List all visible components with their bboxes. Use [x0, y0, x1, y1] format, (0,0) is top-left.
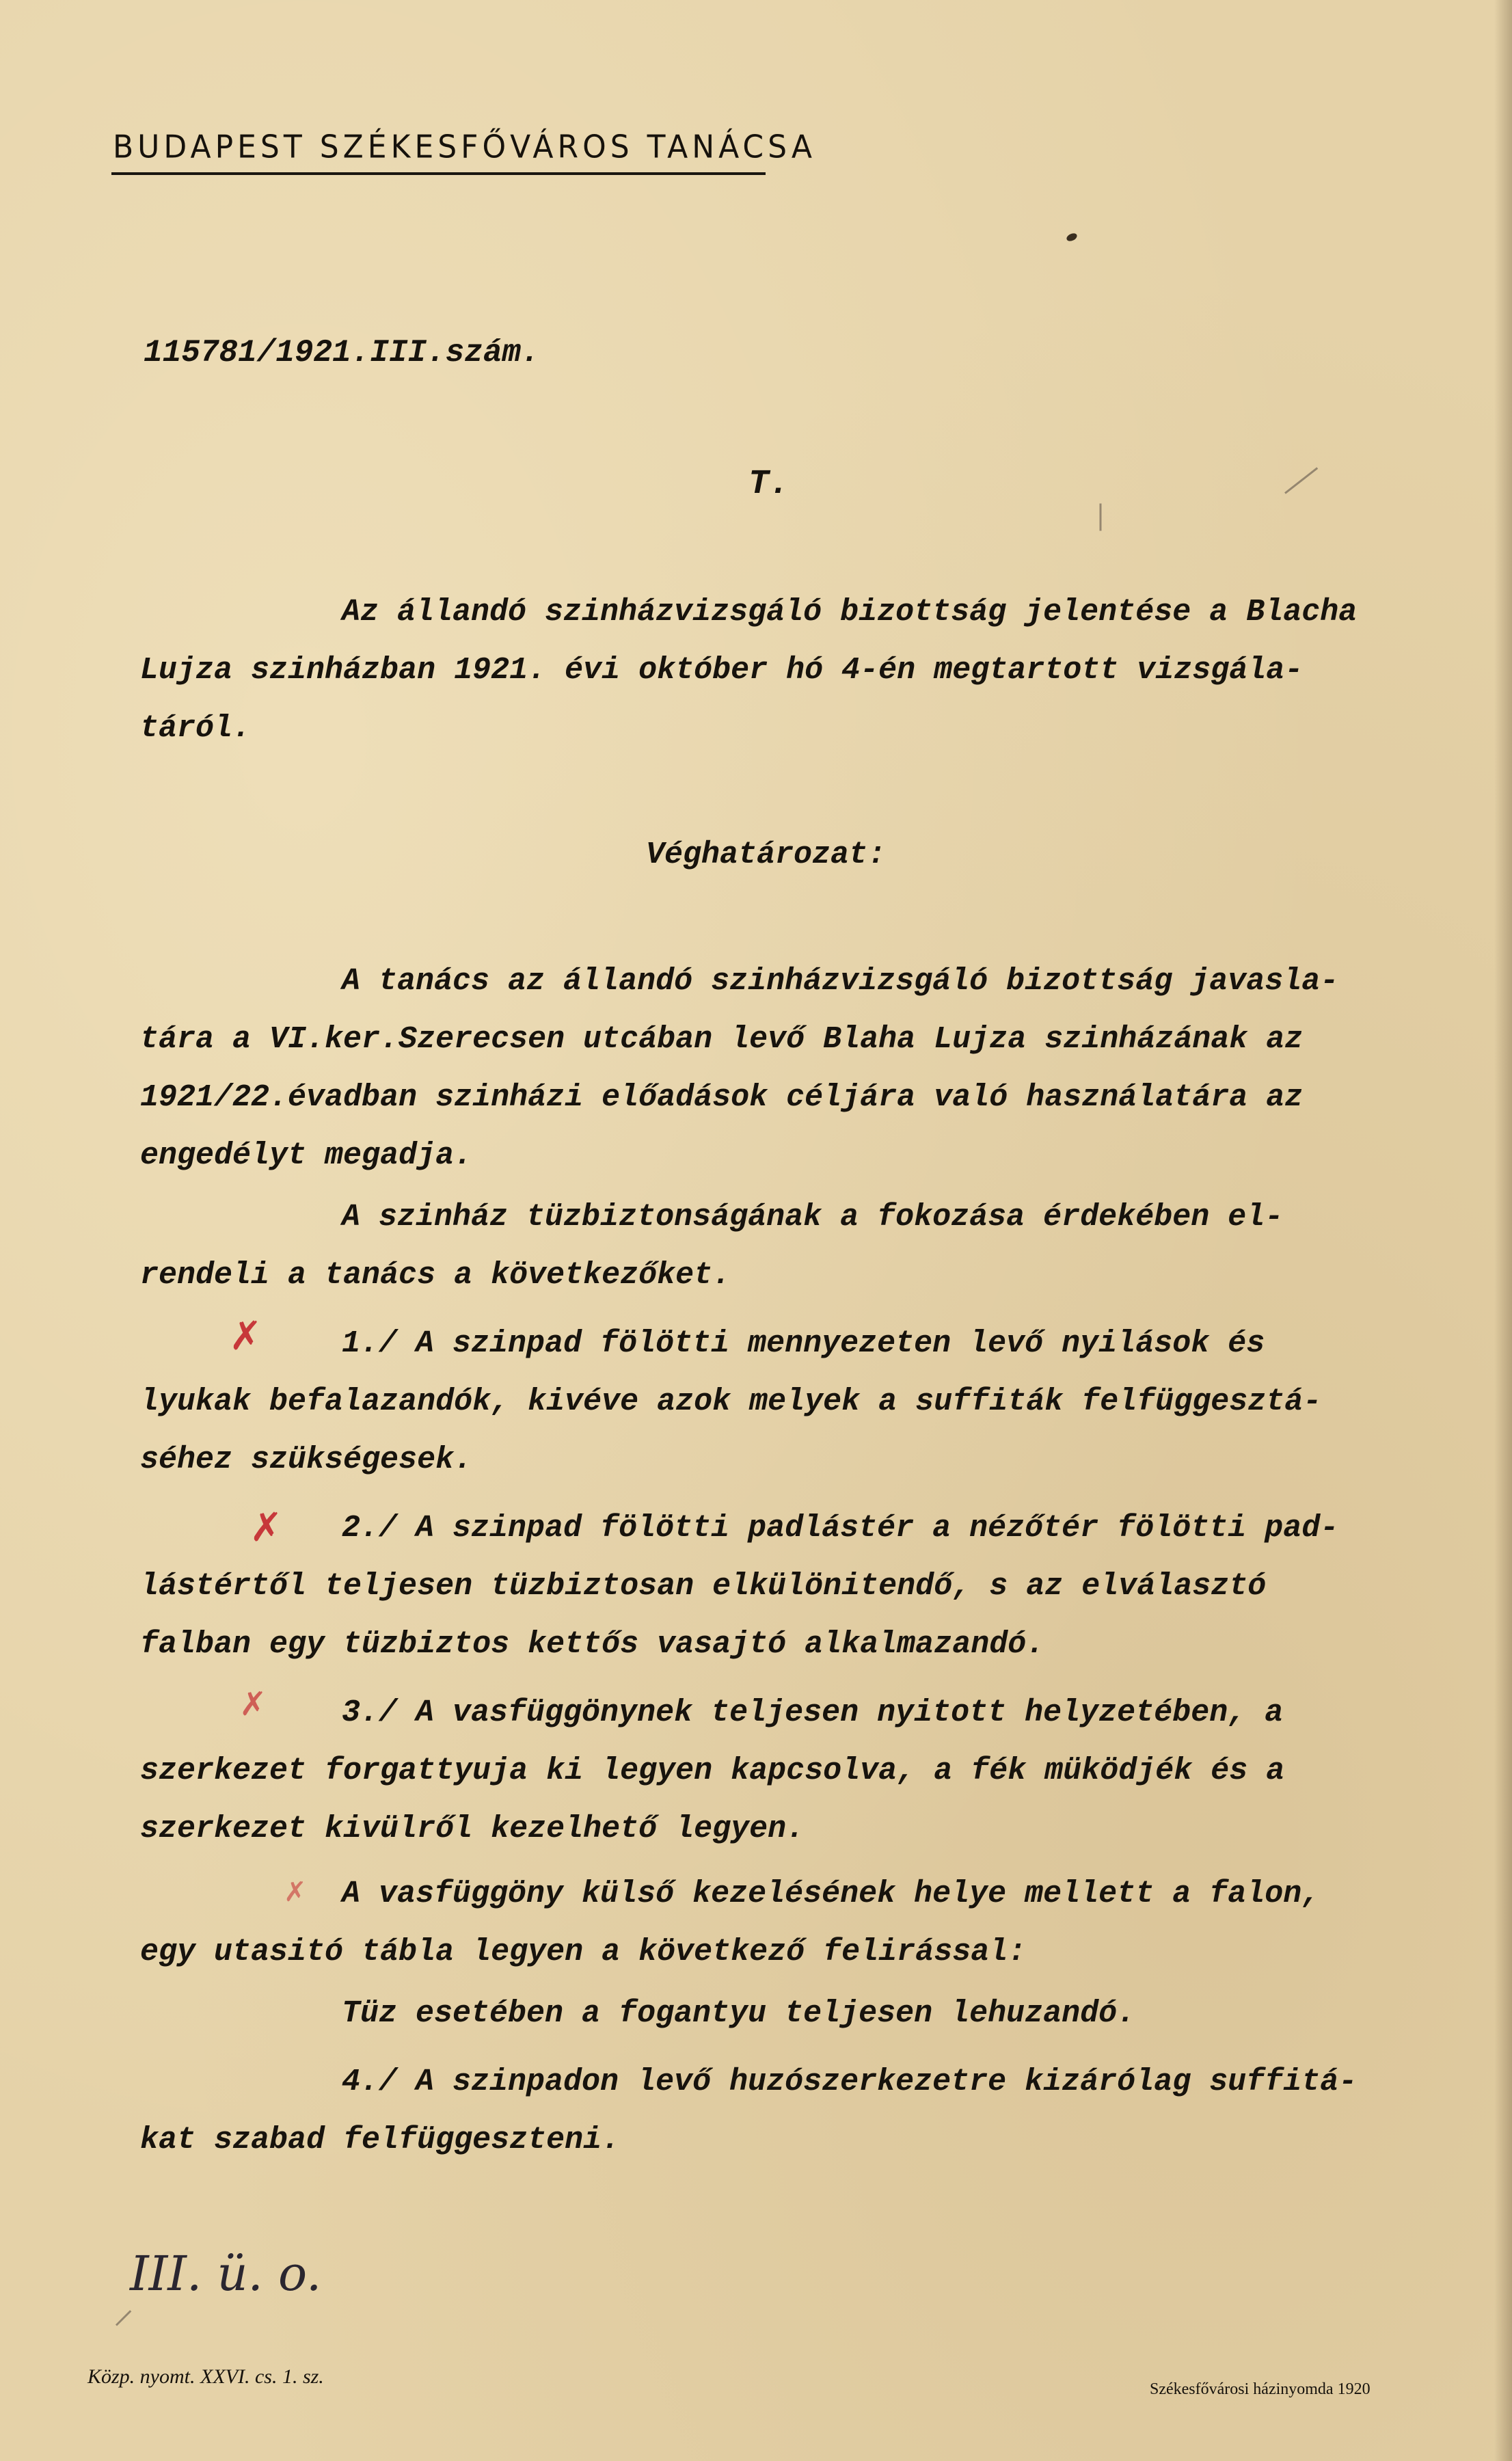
item-3-line: szerkezet forgattyuja ki legyen kapcsolva, a fék müködjék és a — [140, 1753, 1285, 1788]
footer-printer: Székesfővárosi házinyomda 1920 — [1150, 2380, 1371, 2398]
intro-line: tára a VI.ker.Szerecsen utcában levő Blaha Lujza szinházának az — [140, 1022, 1304, 1057]
item-2-line: 2./ A szinpad fölötti padlástér a nézőtér fölötti pad- — [342, 1511, 1339, 1546]
item-3-note-line: egy utasitó tábla legyen a következő felirással: — [140, 1935, 1027, 1969]
decision-title: Véghatározat: — [646, 837, 887, 872]
intro-line: engedélyt megadja. — [140, 1138, 473, 1173]
red-margin-mark: ✗ — [249, 1504, 283, 1550]
item-2-line: falban egy tüzbiztos kettős vasajtó alkalmazandó. — [140, 1627, 1045, 1662]
item-1-line: 1./ A szinpad fölötti mennyezeten levő nyilások és — [342, 1326, 1265, 1361]
handwritten-signature: III. ü. o. — [130, 2246, 322, 2302]
letterhead: BUDAPEST SZÉKESFŐVÁROS TANÁCSA — [113, 129, 816, 166]
intro-line: A tanács az állandó szinházvizsgáló bizottság javasla- — [342, 964, 1339, 999]
document-mark: T. — [748, 465, 790, 504]
footer-print-code: Közp. nyomt. XXVI. cs. 1. sz. — [87, 2365, 324, 2388]
paper-edge-shadow — [1494, 0, 1512, 2461]
letterhead-underline — [111, 172, 766, 175]
item-2-line: lástértől teljesen tüzbiztosan elkülönitendő, s az elválasztó — [140, 1569, 1267, 1604]
order-line: A szinház tüzbiztonságának a fokozása érdekében el- — [342, 1200, 1284, 1235]
pencil-mark — [1100, 504, 1102, 531]
item-1-line: séhez szükségesek. — [140, 1442, 473, 1477]
item-1-line: lyukak befalazandók, kivéve azok melyek a suffiták felfüggesztá- — [140, 1384, 1322, 1419]
red-margin-mark: ✗ — [229, 1313, 262, 1359]
subject-line: Az állandó szinházvizsgáló bizottság jelentése a Blacha — [342, 595, 1358, 630]
item-3-note-line: A vasfüggöny külső kezelésének helye mellett a falon, — [342, 1877, 1321, 1911]
red-margin-mark: ✗ — [284, 1877, 307, 1908]
item-3-line: szerkezet kivülről kezelhető legyen. — [140, 1812, 805, 1846]
inscription-text: Tüz esetében a fogantyu teljesen lehuzandó. — [342, 1996, 1136, 2031]
subject-line: Lujza szinházban 1921. évi október hó 4-én megtartott vizsgála- — [140, 653, 1304, 688]
item-4-line: kat szabad felfüggeszteni. — [140, 2123, 621, 2157]
order-line: rendeli a tanács a következőket. — [140, 1258, 731, 1293]
intro-line: 1921/22.évadban szinházi előadások céljára való használatára az — [140, 1080, 1304, 1115]
subject-line: táról. — [140, 711, 252, 746]
item-4-line: 4./ A szinpadon levő huzószerkezetre kizárólag suffitá- — [342, 2065, 1358, 2099]
item-3-line: 3./ A vasfüggönynek teljesen nyitott helyzetében, a — [342, 1695, 1284, 1730]
red-margin-mark: ✗ — [239, 1685, 267, 1723]
reference-number: 115781/1921.III.szám. — [144, 335, 540, 371]
